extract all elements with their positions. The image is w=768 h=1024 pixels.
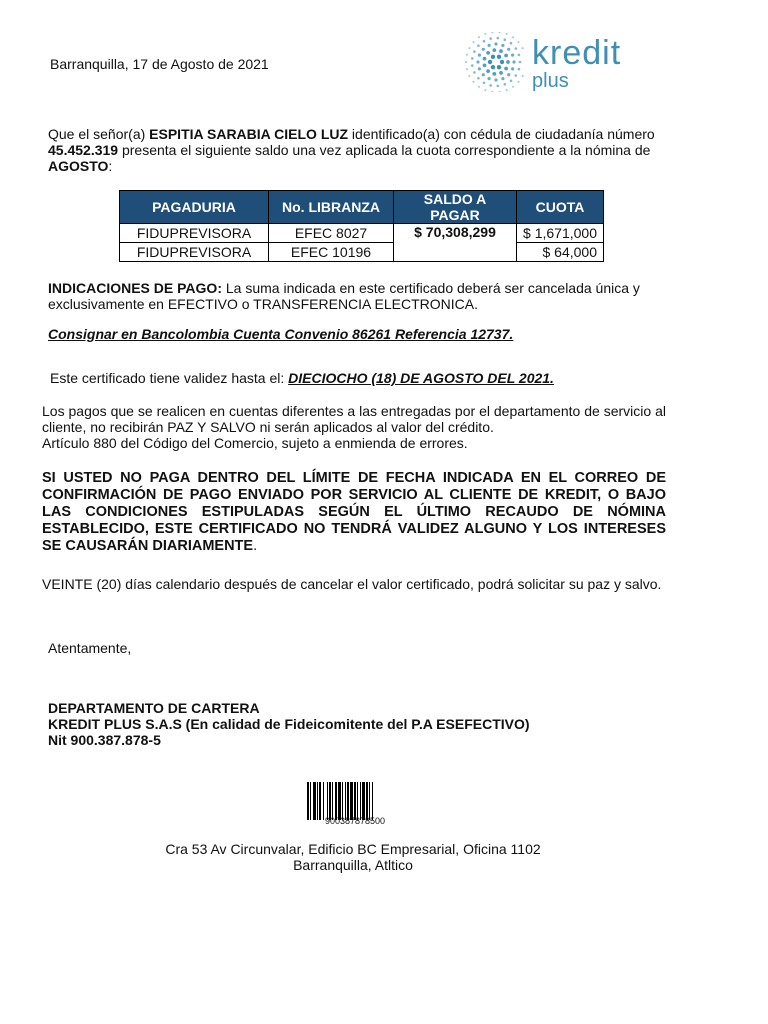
table-row	[120, 243, 604, 262]
table-header-row	[120, 191, 604, 224]
cell-libranza: EFEC 8027	[269, 224, 394, 243]
closing: Atentamente,	[48, 640, 132, 656]
header-libranza: No. LIBRANZA	[269, 191, 394, 224]
payments-note	[42, 403, 666, 451]
balance-table	[119, 190, 604, 262]
signature-block	[48, 700, 530, 748]
logo-kredit-text: kredit	[532, 34, 622, 72]
client-id: 45.452.319	[48, 142, 119, 158]
client-name: ESPITIA SARABIA CIELO LUZ	[149, 126, 349, 142]
intro-paragraph	[48, 126, 668, 174]
validity-text: Este certificado tiene validez hasta el:	[50, 370, 289, 386]
signature-dept: DEPARTAMENTO DE CARTERA	[48, 700, 260, 716]
header-pagaduria: PAGADURIA	[120, 191, 269, 224]
validity-date: DIECIOCHO (18) DE AGOSTO DEL 2021.	[288, 370, 554, 386]
barcode-number: 900387878500	[324, 816, 386, 826]
payments-note-line2: Artículo 880 del Código del Comercio, sujeto a enmienda de errores.	[42, 435, 468, 451]
logo-plus-text: plus	[532, 70, 569, 92]
validity-line	[50, 370, 554, 386]
warning-end: .	[253, 538, 258, 554]
signature-nit: Nit 900.387.878-5	[48, 732, 161, 748]
payment-instructions	[48, 280, 668, 312]
document-date: Barranquilla, 17 de Agosto de 2021	[50, 56, 269, 72]
cell-saldo: $ 70,308,299	[394, 224, 517, 262]
intro-text-1: Que el señor(a)	[48, 126, 150, 142]
header-cuota: CUOTA	[517, 191, 604, 224]
instructions-label: INDICACIONES DE PAGO:	[48, 280, 222, 296]
intro-text-4: :	[108, 158, 113, 174]
signature-company: KREDIT PLUS S.A.S (En calidad de Fideicomitente del P.A ESEFECTIVO)	[48, 716, 530, 732]
dots-logo-icon	[462, 32, 524, 92]
kredit-plus-logo	[462, 32, 642, 92]
bank-deposit-instruction: Consignar en Bancolombia Cuenta Convenio 86261 Referencia 12737.	[48, 326, 514, 342]
cell-cuota: $ 64,000	[517, 243, 604, 262]
warning-paragraph	[42, 470, 666, 555]
footer-line2: Barranquilla, Atltico	[293, 857, 413, 873]
footer-line1: Cra 53 Av Circunvalar, Edificio BC Empresarial, Oficina 1102	[165, 841, 541, 857]
instructions-text: La suma indicada en este certificado deberá ser cancelada única y exclusivamente en EFECTIVO o TRANSFERENCIA ELECTRONICA.	[48, 280, 640, 312]
intro-text-3: presenta el siguiente saldo una vez aplicada la cuota correspondiente a la nómina de	[118, 142, 651, 158]
cell-libranza: EFEC 10196	[269, 243, 394, 262]
payroll-month: AGOSTO	[48, 158, 109, 174]
paz-y-salvo-note: VEINTE (20) días calendario después de cancelar el valor certificado, podrá solicitar su paz y salvo.	[42, 576, 662, 592]
cell-cuota: $ 1,671,000	[517, 224, 604, 243]
payments-note-line1: Los pagos que se realicen en cuentas diferentes a las entregadas por el departamento de servicio al cliente, no recibirán PAZ Y SALVO ni serán aplicados al valor del crédito.	[42, 403, 666, 435]
warning-text: SI USTED NO PAGA DENTRO DEL LÍMITE DE FECHA INDICADA EN EL CORREO DE CONFIRMACIÓN DE PAGO ENVIADO POR SERVICIO AL CLIENTE DE KREDIT, O BAJO LAS CONDICIONES ESTIPULADAS SEGÚN EL ÚLTIMO RECAUDO DE NÓMINA ESTABLECIDO, ESTE CERTIFICADO NO TENDRÁ VALIDEZ ALGUNO Y LOS INTERESES SE CAUSARÁN DIARIAMENTE	[42, 470, 666, 554]
table-row	[120, 224, 604, 243]
header-saldo: SALDO A PAGAR	[394, 191, 517, 224]
cell-pagaduria: FIDUPREVISORA	[120, 224, 269, 243]
cell-pagaduria: FIDUPREVISORA	[120, 243, 269, 262]
intro-text-2: identificado(a) con cédula de ciudadanía número	[348, 126, 655, 142]
footer-address	[0, 841, 706, 873]
